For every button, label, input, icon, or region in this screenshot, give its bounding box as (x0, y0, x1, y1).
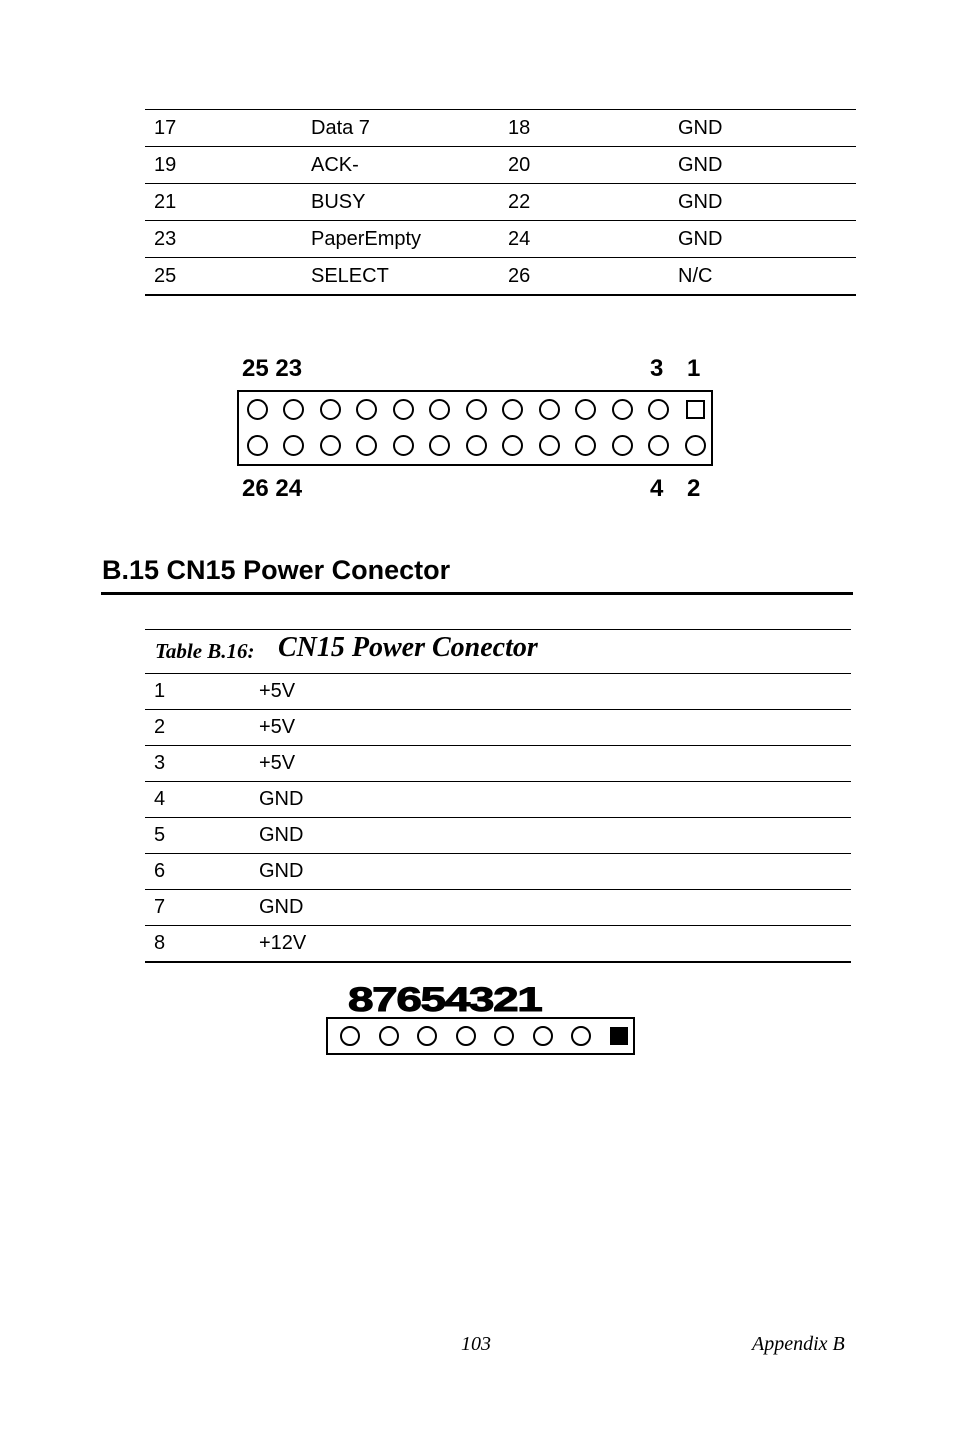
pin-number: 2 (145, 710, 250, 746)
signal-name: GND (669, 184, 856, 221)
pin-number: 26 (499, 258, 669, 296)
connector-pin (429, 435, 450, 456)
connector-pin (648, 435, 669, 456)
section-title: B.15 CN15 Power Conector (102, 555, 451, 585)
connector-pin (502, 399, 523, 420)
table-row (145, 674, 851, 710)
pin-number: 18 (499, 110, 669, 147)
connector-pin (685, 435, 706, 456)
connector-8-pin-diagram (326, 980, 646, 1060)
connector-pin (283, 399, 304, 420)
signal-name: GND (250, 818, 851, 854)
pin-number: 23 (145, 221, 302, 258)
section-heading (101, 553, 853, 595)
connector-pin (247, 435, 268, 456)
signal-name: GND (250, 854, 851, 890)
connector-pin (247, 399, 268, 420)
pin-number: 22 (499, 184, 669, 221)
connector-pin (539, 435, 560, 456)
table-row (145, 782, 851, 818)
connector-pin (320, 399, 341, 420)
signal-name: Data 7 (302, 110, 499, 147)
table-row (145, 110, 856, 147)
pin-number: 17 (145, 110, 302, 147)
connector-pin (571, 1026, 591, 1046)
pin-number-labels: 87654321 (348, 981, 542, 1019)
connector-pin (393, 435, 414, 456)
signal-name: GND (669, 147, 856, 184)
pin-number: 8 (145, 926, 250, 963)
pin-label-bottom-left: 26 24 (242, 475, 303, 502)
connector-pin (575, 435, 596, 456)
pin-number: 5 (145, 818, 250, 854)
pin-number: 20 (499, 147, 669, 184)
signal-name: GND (250, 782, 851, 818)
caption-title: CN15 Power Conector (278, 632, 538, 663)
connector-pin (356, 399, 377, 420)
signal-name: GND (669, 221, 856, 258)
connector-pin (283, 435, 304, 456)
signal-name: PaperEmpty (302, 221, 499, 258)
page-number: 103 (461, 1333, 491, 1355)
signal-name: ACK- (302, 147, 499, 184)
connector-pin (648, 399, 669, 420)
connector-pin (393, 399, 414, 420)
table-row (145, 184, 856, 221)
table-row (145, 926, 851, 963)
table-row (145, 818, 851, 854)
connector-pin (502, 435, 523, 456)
connector-pin (429, 399, 450, 420)
table-row (145, 854, 851, 890)
connector-pin (494, 1026, 514, 1046)
pin-label-4: 4 (650, 475, 664, 502)
table-row (145, 221, 856, 258)
connector-pin (356, 435, 377, 456)
pin-number: 1 (145, 674, 250, 710)
caption-prefix: Table B.16: (155, 639, 255, 663)
connector-pin (575, 399, 596, 420)
table-row (145, 147, 856, 184)
pin-1-filled-marker (610, 1027, 628, 1045)
pin-number: 24 (499, 221, 669, 258)
connector-pin (466, 435, 487, 456)
connector-pin (320, 435, 341, 456)
pin-assignment-table (145, 109, 856, 296)
pin-number: 4 (145, 782, 250, 818)
connector-pin (612, 435, 633, 456)
signal-name: SELECT (302, 258, 499, 296)
table-row (145, 746, 851, 782)
table-row (145, 710, 851, 746)
signal-name: GND (250, 890, 851, 926)
connector-body (326, 1017, 635, 1055)
pin-label-3: 3 (650, 355, 664, 382)
signal-name: +5V (250, 746, 851, 782)
pin-label-top-left: 25 23 (242, 355, 303, 382)
signal-name: N/C (669, 258, 856, 296)
connector-pin (612, 399, 633, 420)
connector-pin (466, 399, 487, 420)
connector-26-pin-diagram (236, 355, 716, 505)
signal-name: +5V (250, 710, 851, 746)
signal-name: GND (669, 110, 856, 147)
pin-number: 25 (145, 258, 302, 296)
footer-section-label: Appendix B (752, 1333, 845, 1355)
pin-number: 21 (145, 184, 302, 221)
pin-number: 3 (145, 746, 250, 782)
pin-number: 6 (145, 854, 250, 890)
table-caption (145, 629, 851, 674)
signal-name: +5V (250, 674, 851, 710)
connector-pin (456, 1026, 476, 1046)
pin-number: 7 (145, 890, 250, 926)
connector-pin (340, 1026, 360, 1046)
signal-name: +12V (250, 926, 851, 963)
pin-number: 19 (145, 147, 302, 184)
power-connector-table (145, 673, 851, 963)
connector-pin (539, 399, 560, 420)
table-row (145, 890, 851, 926)
pin-label-2: 2 (687, 475, 701, 502)
connector-pin (533, 1026, 553, 1046)
signal-name: BUSY (302, 184, 499, 221)
connector-body (237, 390, 713, 466)
connector-pin (417, 1026, 437, 1046)
connector-pin (379, 1026, 399, 1046)
table-row (145, 258, 856, 296)
pin-label-1: 1 (687, 355, 701, 382)
pin-1-square-marker (686, 400, 705, 419)
